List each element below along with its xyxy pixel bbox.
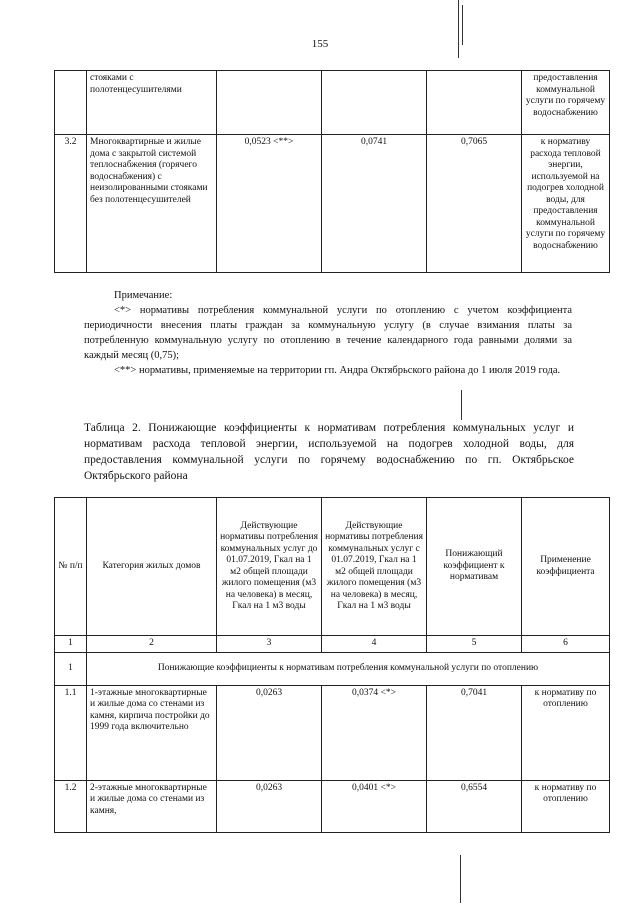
note-title: Примечание: xyxy=(114,290,173,301)
table-header-row xyxy=(55,498,610,636)
cell-value-before: 0,0263 xyxy=(217,685,322,780)
header-applic: Применение коэффициента xyxy=(522,498,610,636)
table-2 xyxy=(54,497,610,833)
cell-value-before xyxy=(217,71,322,135)
col-number: 3 xyxy=(217,636,322,653)
cell-num: 1.2 xyxy=(55,780,87,832)
table-row xyxy=(55,685,610,780)
scan-mark xyxy=(460,855,461,903)
cell-num: 1.1 xyxy=(55,685,87,780)
note-paragraph-2: <**> нормативы, применяемые на территории гп. Андра Октябрьского района до 1 июля 2019 года. xyxy=(114,365,561,376)
note-paragraph-1: <*> нормативы потребления коммунальной услуги по отоплению с учетом коэффициента периодичности внесения платы граждан за коммунальную услугу (в случае взимания платы за потребленную коммунальную услугу по отоплению в течение календарного года равными долями за каждый месяц (0,75); xyxy=(84,305,572,361)
cell-applic: к нормативу по отоплению xyxy=(522,685,610,780)
cell-num: 3.2 xyxy=(55,135,87,273)
scan-mark xyxy=(462,5,463,45)
col-number: 5 xyxy=(427,636,522,653)
cell-coef xyxy=(427,71,522,135)
cell-value-after: 0,0741 xyxy=(322,135,427,273)
header-before: Действующие нормативы потребления коммунальных услуг до 01.07.2019, Гкал на 1 м2 общей площади жилого помещения (м3 на человека) в месяц, Гкал на 1 м3 воды xyxy=(217,498,322,636)
header-category: Категория жилых домов xyxy=(87,498,217,636)
header-coef: Понижающий коэффициент к нормативам xyxy=(427,498,522,636)
table-2-caption: Таблица 2. Понижающие коэффициенты к нормативам потребления коммунальных услуг и нормативам расхода тепловой энергии, используемой на подогрев холодной воды, для предоставления коммунальной услуги по горячему водоснабжению по гп. Октябрьское Октябрьского района xyxy=(84,422,574,482)
header-num: № п/п xyxy=(55,498,87,636)
cell-value-before: 0,0523 <**> xyxy=(217,135,322,273)
cell-coef: 0,7041 xyxy=(427,685,522,780)
cell-coef: 0,6554 xyxy=(427,780,522,832)
section-title: Понижающие коэффициенты к нормативам потребления коммунальной услуги по отоплению xyxy=(87,652,610,685)
col-number: 6 xyxy=(522,636,610,653)
cell-category: 2-этажные многоквартирные и жилые дома со стенами из камня, xyxy=(87,780,217,832)
cell-value-after: 0,0374 <*> xyxy=(322,685,427,780)
cell-value-after xyxy=(322,71,427,135)
cell-value-before: 0,0263 xyxy=(217,780,322,832)
cell-applic: предоставления коммунальной услуги по горячему водоснабжению xyxy=(522,71,610,135)
cell-num xyxy=(55,71,87,135)
table-row xyxy=(55,135,610,273)
cell-category: 1-этажные многоквартирные и жилые дома со стенами из камня, кирпича постройки до 1999 года включительно xyxy=(87,685,217,780)
col-number: 2 xyxy=(87,636,217,653)
cell-value-after: 0,0401 <*> xyxy=(322,780,427,832)
note-block xyxy=(84,288,572,378)
cell-applic: к нормативу по отоплению xyxy=(522,780,610,832)
scan-mark xyxy=(458,0,459,58)
table-1-continued xyxy=(54,70,610,273)
scan-mark xyxy=(461,390,462,420)
cell-category: стояками с полотенцесушителями xyxy=(87,71,217,135)
col-number: 1 xyxy=(55,636,87,653)
cell-coef: 0,7065 xyxy=(427,135,522,273)
cell-applic: к нормативу расхода тепловой энергии, используемой на подогрев холодной воды, для предоставления коммунальной услуги по горячему водоснабжению xyxy=(522,135,610,273)
section-row xyxy=(55,652,610,685)
cell-category: Многоквартирные и жилые дома с закрытой системой теплоснабжения (горячего водоснабжения) с неизолированными стояками без полотенцесушителей xyxy=(87,135,217,273)
col-number: 4 xyxy=(322,636,427,653)
section-num: 1 xyxy=(55,652,87,685)
table-row xyxy=(55,71,610,135)
table-row xyxy=(55,780,610,832)
page-number: 155 xyxy=(311,38,329,50)
column-number-row xyxy=(55,636,610,653)
header-after: Действующие нормативы потребления коммунальных услуг с 01.07.2019, Гкал на 1 м2 общей площади жилого помещения (м3 на человека) в месяц, Гкал на 1 м3 воды xyxy=(322,498,427,636)
